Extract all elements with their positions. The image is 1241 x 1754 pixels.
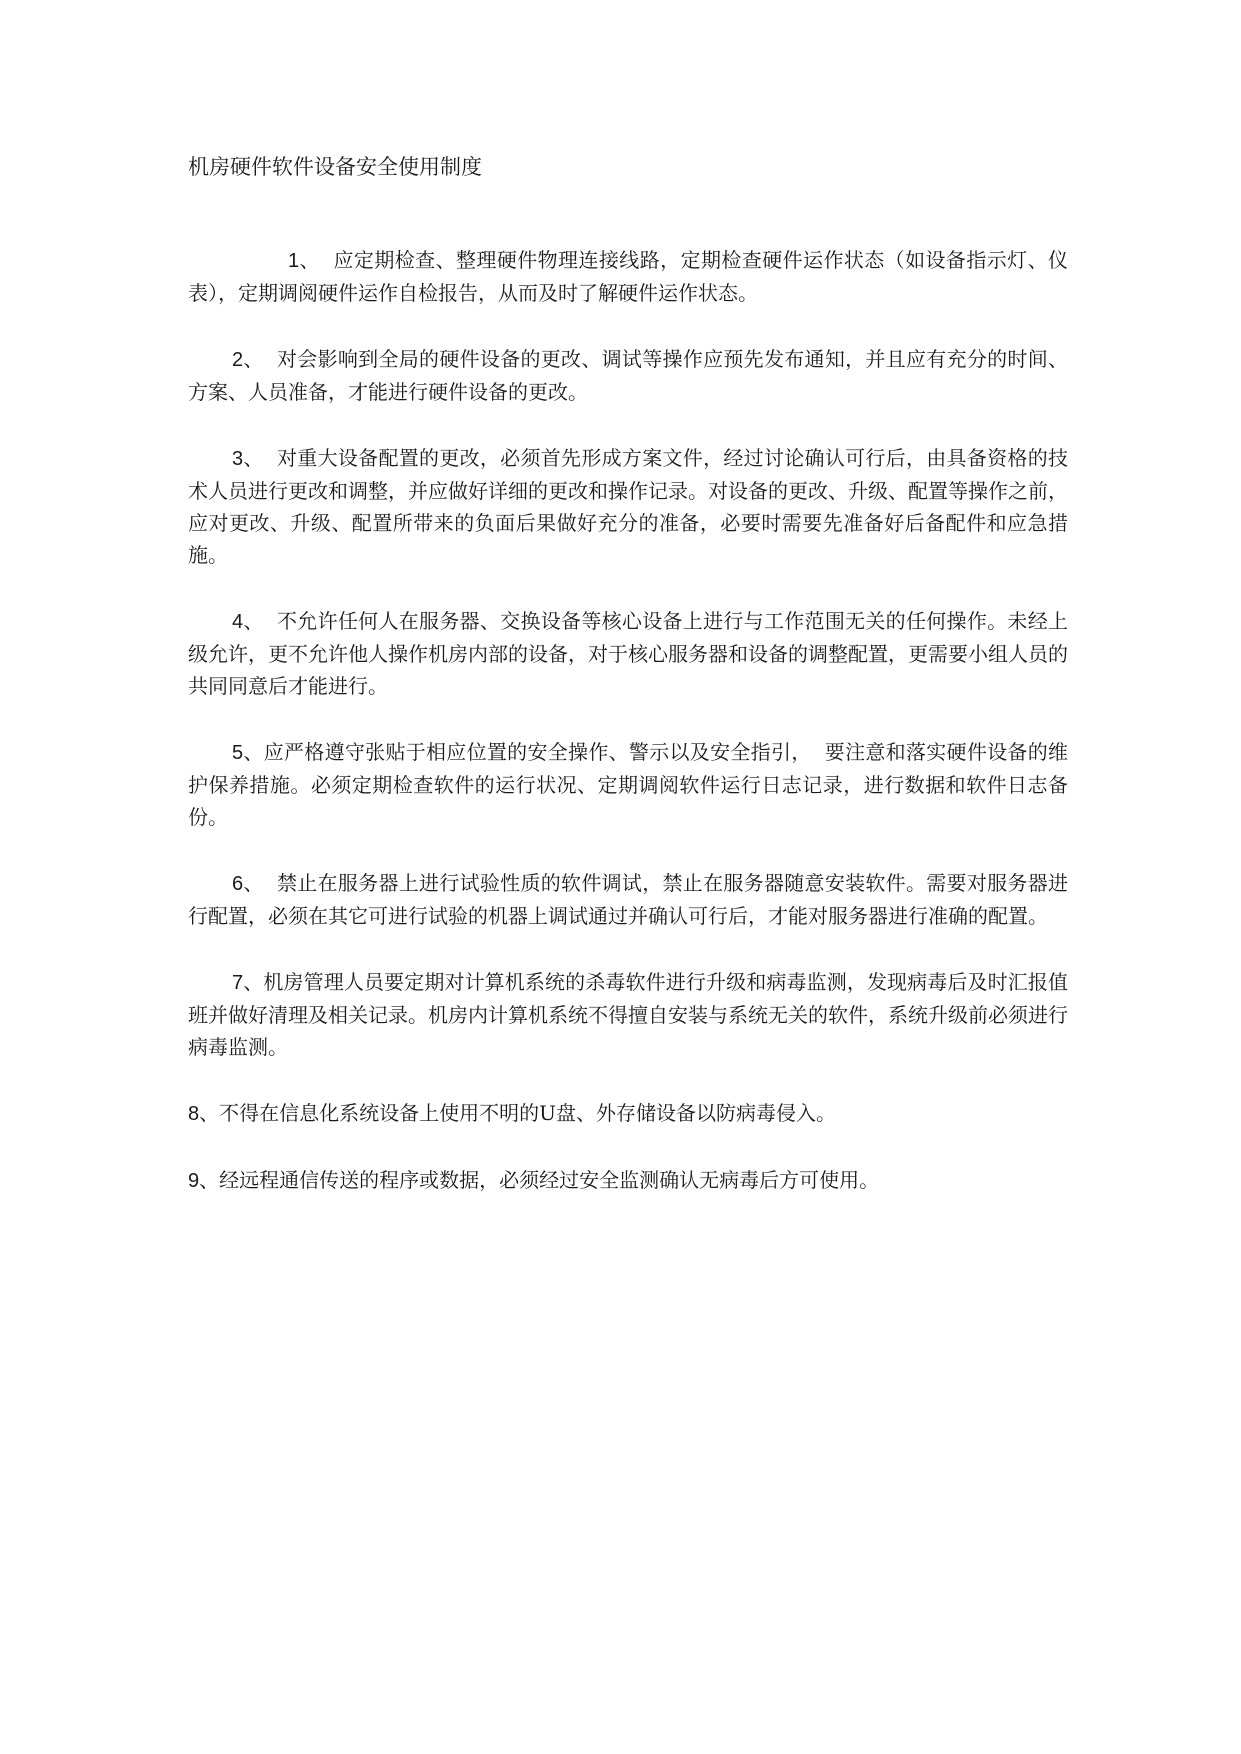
clause-separator bbox=[320, 248, 334, 272]
clause-8 bbox=[188, 1097, 1068, 1130]
clause-separator bbox=[264, 446, 277, 470]
clause-number: 5、 bbox=[232, 742, 264, 764]
clause-3 bbox=[188, 442, 1068, 571]
clause-separator bbox=[264, 609, 277, 633]
clause-number: 6、 bbox=[232, 873, 264, 895]
document-title: 机房硬件软件设备安全使用制度 bbox=[188, 155, 482, 179]
clause-2 bbox=[188, 343, 1068, 408]
clause-number: 9、 bbox=[188, 1170, 220, 1192]
clause-6 bbox=[188, 867, 1068, 932]
clause-separator bbox=[264, 871, 277, 895]
clause-5 bbox=[188, 736, 1068, 833]
clause-number: 7、 bbox=[232, 972, 264, 994]
clause-number: 4、 bbox=[232, 611, 264, 633]
clause-number: 3、 bbox=[232, 448, 264, 470]
clause-text: 禁止在服务器上进行试验性质的软件调试，禁止在服务器随意安装软件。需要对服务器进行配置，必须在其它可进行试验的机器上调试通过并确认可行后，才能对服务器进行准确的配置。 bbox=[188, 871, 1068, 928]
clause-4 bbox=[188, 605, 1068, 702]
clause-1 bbox=[188, 244, 1068, 309]
document-page bbox=[188, 150, 1068, 1231]
clause-text: 应定期检查、整理硬件物理连接线路，定期检查硬件运作状态（如设备指示灯、仪表），定期调阅硬件运作自检报告，从而及时了解硬件运作状态。 bbox=[188, 248, 1068, 305]
clause-text: 对重大设备配置的更改，必须首先形成方案文件，经过讨论确认可行后，由具备资格的技术人员进行更改和调整，并应做好详细的更改和操作记录。对设备的更改、升级、配置等操作之前，应对更改、升级、配置所带来的负面后果做好充分的准备，必要时需要先准备好后备配件和应急措施。 bbox=[188, 446, 1068, 567]
clause-7 bbox=[188, 966, 1068, 1063]
clause-text: 应严格遵守张贴于相应位置的安全操作、警示以及安全指引， 要注意和落实硬件设备的维护保养措施。必须定期检查软件的运行状况、定期调阅软件运行日志记录，进行数据和软件日志备份。 bbox=[188, 740, 1068, 829]
clause-text: 对会影响到全局的硬件设备的更改、调试等操作应预先发布通知，并且应有充分的时间、方案、人员准备，才能进行硬件设备的更改。 bbox=[188, 347, 1068, 404]
clause-text: 不得在信息化系统设备上使用不明的U盘、外存储设备以防病毒侵入。 bbox=[219, 1101, 836, 1125]
clause-separator bbox=[264, 347, 277, 371]
clause-text: 经远程通信传送的程序或数据，必须经过安全监测确认无病毒后方可使用。 bbox=[219, 1168, 880, 1192]
clause-number: 2、 bbox=[232, 349, 264, 371]
clause-number: 1、 bbox=[288, 250, 320, 272]
clause-number: 8、 bbox=[188, 1103, 220, 1125]
clause-9 bbox=[188, 1164, 1068, 1197]
clause-text: 不允许任何人在服务器、交换设备等核心设备上进行与工作范围无关的任何操作。未经上级允许，更不允许他人操作机房内部的设备，对于核心服务器和设备的调整配置，更需要小组人员的共同同意后才能进行。 bbox=[188, 609, 1068, 698]
clause-text: 机房管理人员要定期对计算机系统的杀毒软件进行升级和病毒监测，发现病毒后及时汇报值班并做好清理及相关记录。机房内计算机系统不得擅自安装与系统无关的软件，系统升级前必须进行病毒监测。 bbox=[188, 970, 1069, 1059]
